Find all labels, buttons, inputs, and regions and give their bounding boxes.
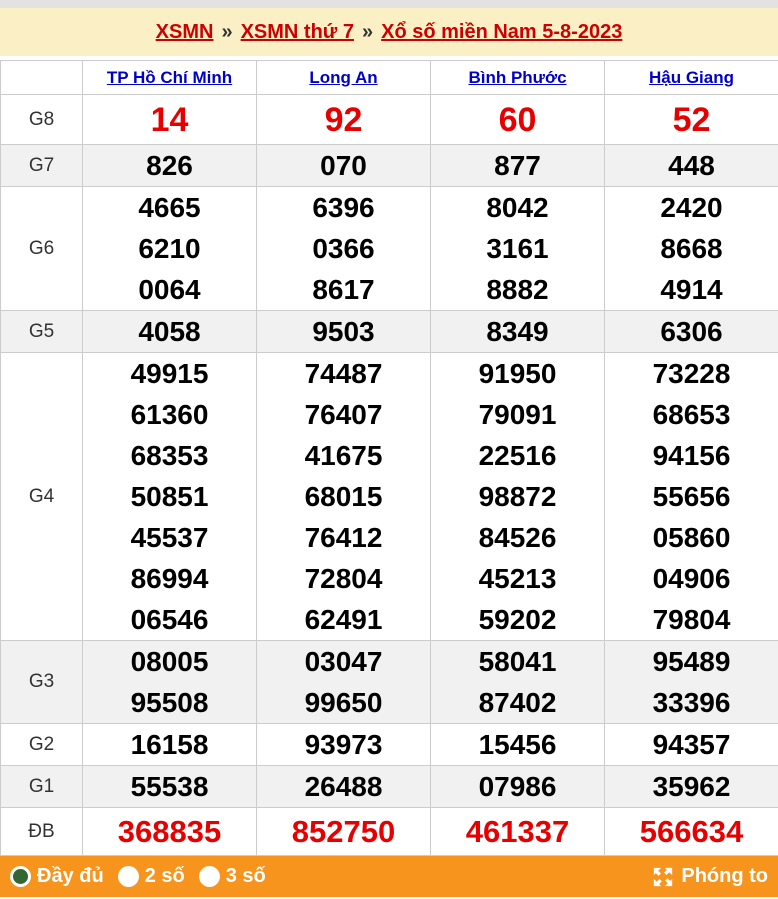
display-option-2[interactable]: [199, 865, 266, 888]
result-number: 94156: [652, 440, 731, 471]
result-cell: [431, 311, 605, 353]
result-number: 8042: [486, 192, 549, 223]
result-number: 4665: [138, 192, 201, 223]
result-cell: [431, 724, 605, 766]
result-cell: [83, 808, 257, 856]
result-cell: [257, 95, 431, 145]
result-number: 15456: [478, 729, 557, 760]
result-cell: [257, 353, 431, 641]
result-number: 16158: [130, 729, 209, 760]
breadcrumb-link-xsmn-thu-7[interactable]: XSMN thứ 7: [240, 20, 354, 43]
result-number: 92: [324, 100, 363, 139]
result-cell: [431, 145, 605, 187]
result-cell: [83, 766, 257, 808]
result-number: 95489: [652, 646, 731, 677]
result-cell: [83, 145, 257, 187]
result-number: 852750: [291, 813, 396, 849]
result-cell: [431, 808, 605, 856]
zoom-control[interactable]: [652, 865, 768, 888]
breadcrumb-link-xsmn[interactable]: XSMN: [155, 20, 214, 43]
result-number: 62491: [304, 604, 383, 635]
display-options: [10, 865, 652, 888]
province-link-long-an[interactable]: Long An: [309, 67, 378, 87]
result-cell: [605, 311, 778, 353]
result-cell: [83, 187, 257, 311]
result-number: 8668: [660, 233, 723, 264]
result-cell: [605, 724, 778, 766]
radio-icon[interactable]: [199, 866, 220, 887]
result-number: 461337: [465, 813, 570, 849]
prize-label: ĐB: [1, 808, 83, 856]
breadcrumb-link-date[interactable]: Xổ số miền Nam 5-8-2023: [381, 20, 623, 43]
result-number: 4914: [660, 274, 723, 305]
result-cell: [605, 641, 778, 724]
result-number: 79804: [652, 604, 731, 635]
result-number: 6210: [138, 233, 201, 264]
result-number: 74487: [304, 358, 383, 389]
result-number: 59202: [478, 604, 557, 635]
result-number: 68653: [652, 399, 731, 430]
result-number: 55538: [130, 771, 209, 802]
prize-label: G8: [1, 95, 83, 145]
result-number: 76407: [304, 399, 383, 430]
breadcrumb-separator: »: [361, 20, 374, 43]
display-option-label: 3 số: [225, 865, 266, 887]
display-option-label: 2 số: [144, 865, 185, 887]
breadcrumb-separator: »: [221, 20, 233, 43]
result-cell: [257, 145, 431, 187]
result-number: 58041: [478, 646, 557, 677]
prize-row-G5: [1, 311, 778, 353]
result-number: 566634: [639, 813, 744, 849]
result-cell: [431, 353, 605, 641]
result-cell: [83, 724, 257, 766]
prize-label: G2: [1, 724, 83, 766]
result-number: 72804: [304, 563, 383, 594]
prize-row-G8: [1, 95, 778, 145]
result-cell: [257, 641, 431, 724]
prize-row-G4: [1, 353, 778, 641]
result-cell: [605, 353, 778, 641]
results-table: [0, 60, 778, 856]
result-number: 87402: [478, 687, 557, 718]
result-number: 35962: [652, 771, 731, 802]
prize-row-G7: [1, 145, 778, 187]
prize-label: G6: [1, 187, 83, 311]
prize-row-G6: [1, 187, 778, 311]
result-number: 98872: [478, 481, 557, 512]
result-number: 79091: [478, 399, 557, 430]
result-number: 73228: [652, 358, 731, 389]
province-link-hau-giang[interactable]: Hậu Giang: [648, 67, 734, 87]
result-number: 99650: [304, 687, 383, 718]
result-number: 50851: [130, 481, 209, 512]
result-number: 52: [672, 100, 711, 139]
prize-label: G4: [1, 353, 83, 641]
result-cell: [431, 187, 605, 311]
result-cell: [83, 311, 257, 353]
result-number: 8617: [312, 274, 375, 305]
result-number: 22516: [478, 440, 557, 471]
result-number: 26488: [304, 771, 383, 802]
prize-label: G5: [1, 311, 83, 353]
zoom-label: Phóng to: [681, 865, 768, 887]
expand-icon: [652, 866, 674, 888]
result-number: 03047: [304, 646, 383, 677]
result-number: 6396: [312, 192, 375, 223]
result-cell: [83, 353, 257, 641]
display-option-label: Đầy đủ: [37, 865, 104, 887]
prize-row-G2: [1, 724, 778, 766]
display-option-0[interactable]: [10, 865, 104, 888]
result-number: 04906: [652, 563, 731, 594]
result-cell: [257, 808, 431, 856]
result-number: 826: [146, 150, 193, 181]
result-number: 6306: [660, 316, 723, 347]
result-number: 448: [668, 150, 715, 181]
result-cell: [605, 145, 778, 187]
result-number: 070: [320, 150, 367, 181]
result-number: 93973: [304, 729, 383, 760]
result-number: 0064: [138, 274, 201, 305]
result-number: 61360: [130, 399, 209, 430]
result-cell: [431, 95, 605, 145]
prize-label: G7: [1, 145, 83, 187]
prize-row-G1: [1, 766, 778, 808]
result-number: 9503: [312, 316, 375, 347]
prize-label: G1: [1, 766, 83, 808]
result-number: 68353: [130, 440, 209, 471]
result-number: 49915: [130, 358, 209, 389]
result-cell: [431, 641, 605, 724]
result-number: 14: [150, 100, 189, 139]
result-number: 55656: [652, 481, 731, 512]
result-number: 8349: [486, 316, 549, 347]
result-number: 8882: [486, 274, 549, 305]
result-number: 877: [494, 150, 541, 181]
result-number: 0366: [312, 233, 375, 264]
result-number: 95508: [130, 687, 209, 718]
province-link-binh-phuoc[interactable]: Bình Phước: [468, 67, 567, 87]
footer-bar: [0, 856, 778, 897]
result-number: 45213: [478, 563, 557, 594]
result-cell: [83, 641, 257, 724]
province-link-tphcm[interactable]: TP Hồ Chí Minh: [106, 67, 233, 87]
prize-label: G3: [1, 641, 83, 724]
result-number: 84526: [478, 522, 557, 553]
result-number: 76412: [304, 522, 383, 553]
top-strip: [0, 0, 778, 8]
result-cell: [257, 766, 431, 808]
result-cell: [257, 724, 431, 766]
corner-cell: [1, 61, 83, 95]
result-cell: [257, 311, 431, 353]
result-number: 94357: [652, 729, 731, 760]
radio-icon[interactable]: [118, 866, 139, 887]
result-number: 41675: [304, 440, 383, 471]
result-number: 86994: [130, 563, 209, 594]
result-number: 06546: [130, 604, 209, 635]
result-number: 45537: [130, 522, 209, 553]
result-number: 07986: [478, 771, 557, 802]
result-number: 05860: [652, 522, 731, 553]
result-number: 08005: [130, 646, 209, 677]
result-cell: [605, 95, 778, 145]
prize-row-G3: [1, 641, 778, 724]
result-number: 2420: [660, 192, 723, 223]
display-option-1[interactable]: [118, 865, 185, 888]
table-header-row: [1, 61, 778, 95]
result-number: 60: [498, 100, 537, 139]
result-number: 4058: [138, 316, 201, 347]
result-number: 68015: [304, 481, 383, 512]
breadcrumb: [0, 8, 778, 56]
result-number: 91950: [478, 358, 557, 389]
result-cell: [431, 766, 605, 808]
result-cell: [257, 187, 431, 311]
result-number: 3161: [486, 233, 549, 264]
result-number: 368835: [117, 813, 222, 849]
result-cell: [83, 95, 257, 145]
result-number: 33396: [652, 687, 731, 718]
result-cell: [605, 187, 778, 311]
result-cell: [605, 808, 778, 856]
result-cell: [605, 766, 778, 808]
radio-selected-icon[interactable]: [10, 866, 31, 887]
prize-row-DB: [1, 808, 778, 856]
